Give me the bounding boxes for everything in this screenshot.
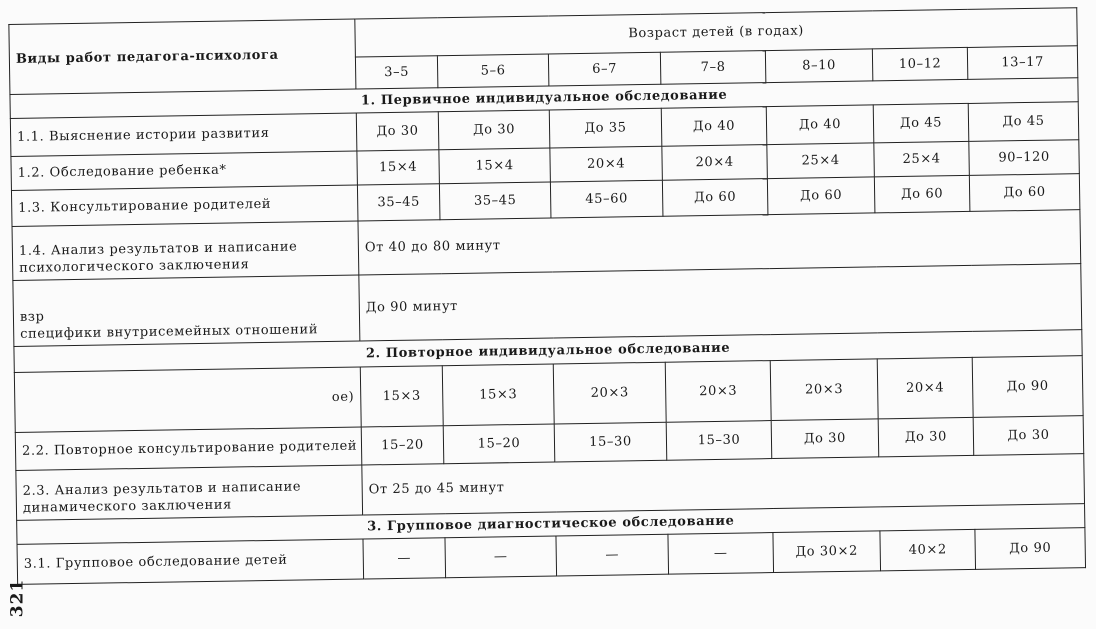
cell-value: 35–45 (357, 184, 440, 221)
age-col: 3–5 (355, 56, 437, 89)
age-col: 8–10 (765, 49, 872, 83)
cell-value: До 30 (771, 419, 879, 459)
rotated-scan (8, 0, 1096, 618)
workload-table (8, 7, 1086, 585)
cell-value: 90–120 (969, 140, 1080, 176)
cell-value: 20×4 (662, 145, 768, 181)
cell-value: 15–20 (361, 426, 444, 465)
age-col: 5–6 (437, 54, 548, 88)
cell-value: До 40 (766, 105, 874, 145)
cell-value: 15–30 (554, 422, 667, 462)
cell-value: До 60 (767, 177, 875, 215)
cell-value: 25×4 (767, 143, 875, 179)
age-header: Возраст детей (в годах) (355, 8, 1078, 57)
cell-value: 20×3 (770, 359, 878, 421)
page-number: 321 (7, 578, 28, 618)
cell-value: До 45 (873, 103, 969, 142)
cell-value: 15×3 (360, 366, 443, 427)
cell-value: 15×3 (442, 364, 554, 426)
row-label-cropped: ое) (14, 367, 361, 432)
cell-value: До 90 (975, 528, 1086, 570)
cell-value: — (668, 533, 774, 575)
cell-value: 15–20 (443, 424, 555, 464)
cell-value: — (556, 534, 669, 576)
cell-value: До 30 (973, 416, 1084, 456)
cell-value: 40×2 (880, 529, 976, 570)
age-col: 6–7 (548, 52, 660, 86)
column-label-header: Виды работ педагога-психолога (9, 19, 356, 94)
cell-value: До 35 (549, 108, 662, 148)
cell-value: 35–45 (439, 182, 551, 220)
cell-value: 20×3 (665, 361, 771, 423)
row-label: 1.3. Консультирование родителей (11, 185, 358, 226)
age-col: 7–8 (660, 51, 765, 85)
section-title: 1. Первичное индивидуальное обследование (10, 78, 1078, 119)
cell-span-value: От 25 до 45 минут (362, 454, 1085, 515)
cell-value: 15–30 (666, 421, 772, 461)
cell-value: 15×4 (357, 150, 440, 185)
cell-span-value: До 90 минут (359, 264, 1082, 341)
section-title: 2. Повторное индивидуальное обследование (14, 330, 1082, 373)
cell-value: 20×4 (877, 357, 973, 418)
cell-value: До 30 (438, 110, 550, 150)
cell-value: До 60 (874, 175, 970, 212)
cell-span-value: От 40 до 80 минут (358, 210, 1081, 275)
row-label-line: специфики внутрисемейных отношений (20, 322, 319, 342)
cell-value: До 30×2 (773, 531, 881, 573)
row-label: 1.4. Анализ результатов и написание психологического заключения (12, 221, 359, 280)
row-label-cropped (13, 275, 360, 346)
row-label-line: взр (19, 309, 45, 325)
cell-value: 45–60 (550, 180, 663, 218)
age-col: 13–17 (967, 46, 1078, 80)
cell-value: 15×4 (439, 148, 551, 184)
cell-value: До 60 (969, 174, 1080, 212)
cell-value: До 45 (968, 102, 1079, 142)
cell-value: 25×4 (874, 141, 970, 176)
cell-value: До 30 (878, 417, 974, 456)
row-label: 3.1. Групповое обследование детей (17, 539, 364, 584)
cell-value: — (363, 538, 446, 579)
cell-value: До 90 (972, 356, 1083, 418)
age-col: 10–12 (872, 47, 967, 80)
cell-value: — (445, 536, 557, 578)
row-label: 1.2. Обследование ребенка* (11, 151, 357, 190)
cell-value: До 60 (662, 179, 768, 217)
cell-value: До 30 (356, 112, 439, 151)
row-label: 1.1. Выяснение истории развития (10, 113, 357, 156)
row-label: 2.3. Анализ результатов и написание динамического заключения (16, 465, 363, 520)
section-title: 3. Групповое диагностическое обследование (17, 504, 1085, 545)
cell-value: 20×3 (553, 362, 666, 424)
cell-value: До 40 (661, 107, 767, 147)
row-label: 2.2. Повторное консультирование родителей (15, 427, 362, 470)
cell-value: 20×4 (550, 146, 663, 182)
